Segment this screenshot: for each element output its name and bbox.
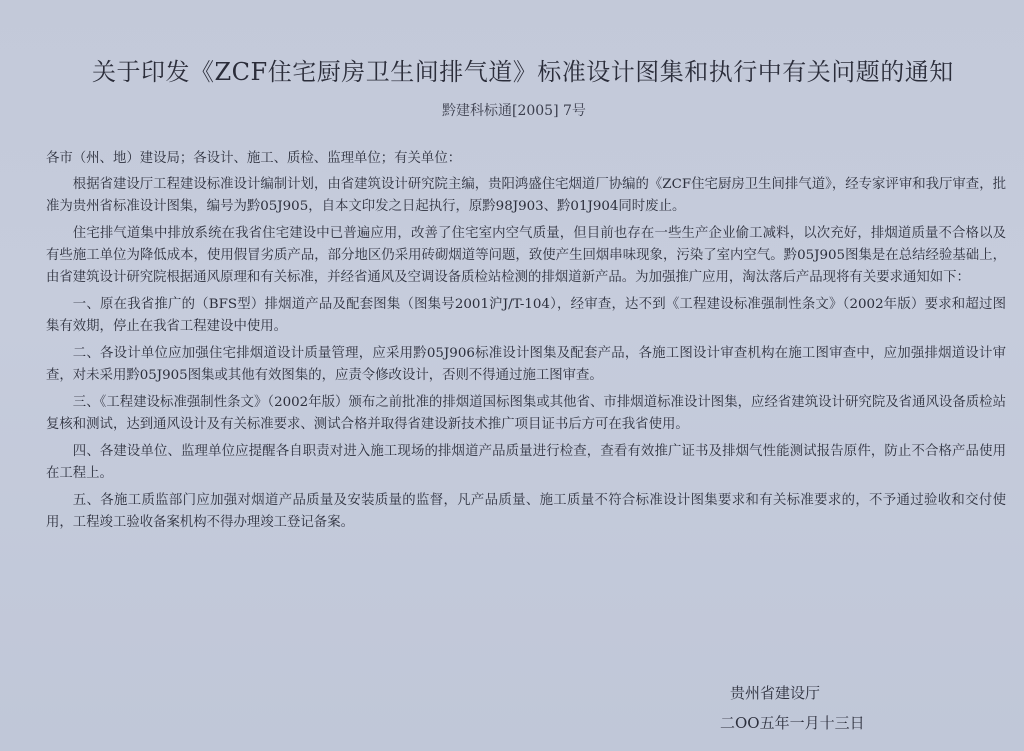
salutation: 各市（州、地）建设局；各设计、施工、质检、监理单位；有关单位： [46,151,462,166]
paragraph-item-5: 五、各施工质监部门应加强对烟道产品质量及安装质量的监督，凡产品质量、施工质量不符合标准设计图集要求和有关标准要求的，不予通过验收和交付使用，工程竣工验收备案机构不得办理竣工登记备案。 [46,493,1006,530]
paragraph-background: 住宅排气道集中排放系统在我省住宅建设中已普遍应用，改善了住宅室内空气质量，但目前也存在一些生产企业偷工减料，以次充好，排烟道质量不合格以及有些施工单位为降低成本，使用假冒劣质产品，部分地区仍采用砖砌烟道等问题，致使产生回烟串味现象，污染了室内空气。黔05J905图集是在总结经验基础上，由省建筑设计研究院根据通风原理和有关标准，并经省通风及空调设备质检站检测的排烟道新产品。为加强推广应用，淘汰落后产品现将有关要求通知如下： [46,226,1006,285]
paragraph-item-1: 一、原在我省推广的（BFS型）排烟道产品及配套图集（图集号2001沪J/T-104），经审查，达不到《工程建设标准强制性条文》（2002年版）要求和超过图集有效期，停止在我省工程建设中使用。 [46,297,1006,334]
issue-date: 二ОО五年一月十三日 [720,714,865,732]
paragraph-intro: 根据省建设厅工程建设标准设计编制计划，由省建筑设计研究院主编，贵阳鸿盛住宅烟道厂协编的《ZCF住宅厨房卫生间排气道》，经专家评审和我厅审查，批准为贵州省标准设计图集，编号为黔05J905，自本文印发之日起执行，原黔98J903、黔01J904同时废止。 [46,177,1006,214]
issuing-organization: 贵州省建设厅 [730,684,821,702]
paragraph-item-3: 三、《工程建设标准强制性条文》（2002年版）颁布之前批准的排烟道国标图集或其他省、市排烟道标准设计图集，应经省建筑设计研究院及省通风设备质检站复核和测试，达到通风设计及有关标准要求、测试合格并取得省建设新技术推广项目证书后方可在我省使用。 [46,395,1006,432]
notice-title: 关于印发《ZCF住宅厨房卫生间排气道》标准设计图集和执行中有关问题的通知 [92,58,954,86]
paragraph-item-4: 四、各建设单位、监理单位应提醒各自职责对进入施工现场的排烟道产品质量进行检查，查看有效推广证书及排烟气性能测试报告原件，防止不合格产品使用在工程上。 [46,444,1006,481]
paragraph-item-2: 二、各设计单位应加强住宅排烟道设计质量管理，应采用黔05J906标准设计图集及配套产品，各施工图设计审查机构在施工图审查中，应加强排烟道设计审查，对未采用黔05J905图集或其他有效图集的，应责令修改设计，否则不得通过施工图审查。 [46,346,1006,383]
signature-block [720,678,865,738]
document-number: 黔建科标通[2005] 7号 [442,103,586,119]
notice-body [46,148,1006,539]
